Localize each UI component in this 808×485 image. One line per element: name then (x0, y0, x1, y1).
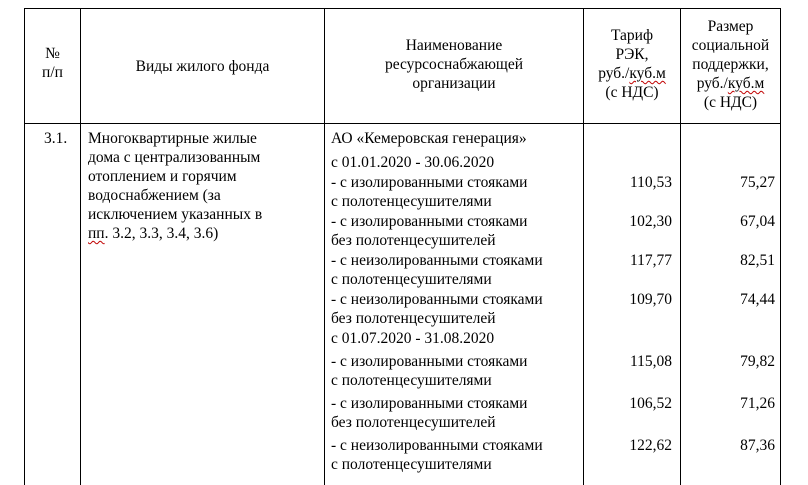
item-6-line2: без полотенцесушителей (331, 414, 496, 431)
header-support-unit-b: куб.м (727, 75, 765, 92)
item-3-line2: с полотенцесушителями (331, 271, 492, 288)
header-divider (24, 123, 781, 124)
header-number-line2: п/п (42, 64, 63, 81)
support-value-2: 67,04 (740, 213, 775, 230)
period-1: с 01.01.2020 - 30.06.2020 (331, 154, 495, 171)
support-value-5: 79,82 (740, 353, 775, 370)
item-2-line2: без полотенцесушителей (331, 232, 496, 249)
header-support-line1: Размер (707, 18, 754, 35)
header-org-line1: Наименование (405, 37, 503, 54)
row-type-line5: исключением указанных в (88, 206, 263, 223)
header-support (681, 17, 780, 112)
support-value-1: 75,27 (740, 174, 775, 191)
tariff-value-1: 110,53 (629, 174, 672, 191)
header-type-label: Виды жилого фонда (135, 58, 270, 75)
row-type-refs: . 3.2, 3.3, 3.4, 3.6) (104, 225, 219, 242)
tariff-value-4: 109,70 (629, 291, 672, 308)
item-5-line2: с полотенцесушителями (331, 372, 492, 389)
item-1-line1: - с изолированными стояками (331, 174, 528, 191)
item-4-line2: без полотенцесушителей (331, 310, 496, 327)
support-value-4: 74,44 (740, 291, 775, 308)
row-number: 3.1. (44, 130, 68, 147)
tariff-value-6: 106,52 (629, 395, 672, 412)
period-2: с 01.07.2020 - 31.08.2020 (331, 330, 495, 347)
item-5-line1: - с изолированными стояками (331, 353, 528, 370)
item-7-line2: с полотенцесушителями (331, 456, 492, 473)
header-number-line1: № (45, 45, 60, 62)
header-tariff-line4: (с НДС) (605, 84, 659, 101)
header-support-unit-a: руб./ (696, 75, 728, 92)
item-2-line1: - с изолированными стояками (331, 213, 528, 230)
org-name: АО «Кемеровская генерация» (331, 130, 527, 147)
header-support-line4 (681, 74, 780, 93)
row-type-line1: Многоквартирные жилые (88, 130, 257, 147)
header-organization (325, 36, 583, 93)
item-3-line1: - с неизолированными стояками (331, 252, 543, 269)
column-divider-1 (80, 8, 81, 485)
item-6-line1: - с изолированными стояками (331, 395, 528, 412)
tariff-value-3: 117,77 (629, 252, 672, 269)
tariff-value-7: 122,62 (629, 437, 672, 454)
header-tariff-unit-a: руб./ (598, 65, 630, 82)
row-type-line6 (88, 224, 262, 243)
row-type-line4: водоснабжением (за (88, 187, 221, 204)
header-tariff-unit-b: куб.м (629, 65, 666, 82)
item-7-line1: - с неизолированными стояками (331, 437, 543, 454)
support-value-3: 82,51 (740, 252, 775, 269)
item-1-line2: с полотенцесушителями (331, 193, 492, 210)
header-support-line5: (с НДС) (703, 94, 758, 111)
header-tariff (584, 26, 680, 102)
header-tariff-line1: Тариф (610, 27, 654, 44)
header-support-line2: социальной (691, 37, 770, 54)
table-border-top (24, 8, 781, 9)
support-value-6: 71,26 (740, 395, 775, 412)
row-type-abbr: пп (88, 225, 105, 242)
header-type (81, 57, 324, 76)
header-number (25, 44, 80, 82)
table-border-right (780, 8, 781, 485)
header-org-line3: организации (412, 75, 496, 92)
header-tariff-line3 (584, 64, 680, 83)
row-type (88, 129, 262, 243)
item-4-line1: - с неизолированными стояками (331, 291, 543, 308)
header-tariff-line2: РЭК, (615, 46, 649, 63)
header-support-line3: поддержки, (692, 56, 769, 73)
row-type-line3: отоплением и горячим (88, 168, 237, 185)
row-type-line2: дома с централизованным (88, 149, 261, 166)
support-value-7: 87,36 (740, 437, 775, 454)
header-org-line2: ресурсоснабжающей (384, 56, 524, 73)
tariff-value-5: 115,08 (629, 353, 672, 370)
tariff-value-2: 102,30 (629, 213, 672, 230)
